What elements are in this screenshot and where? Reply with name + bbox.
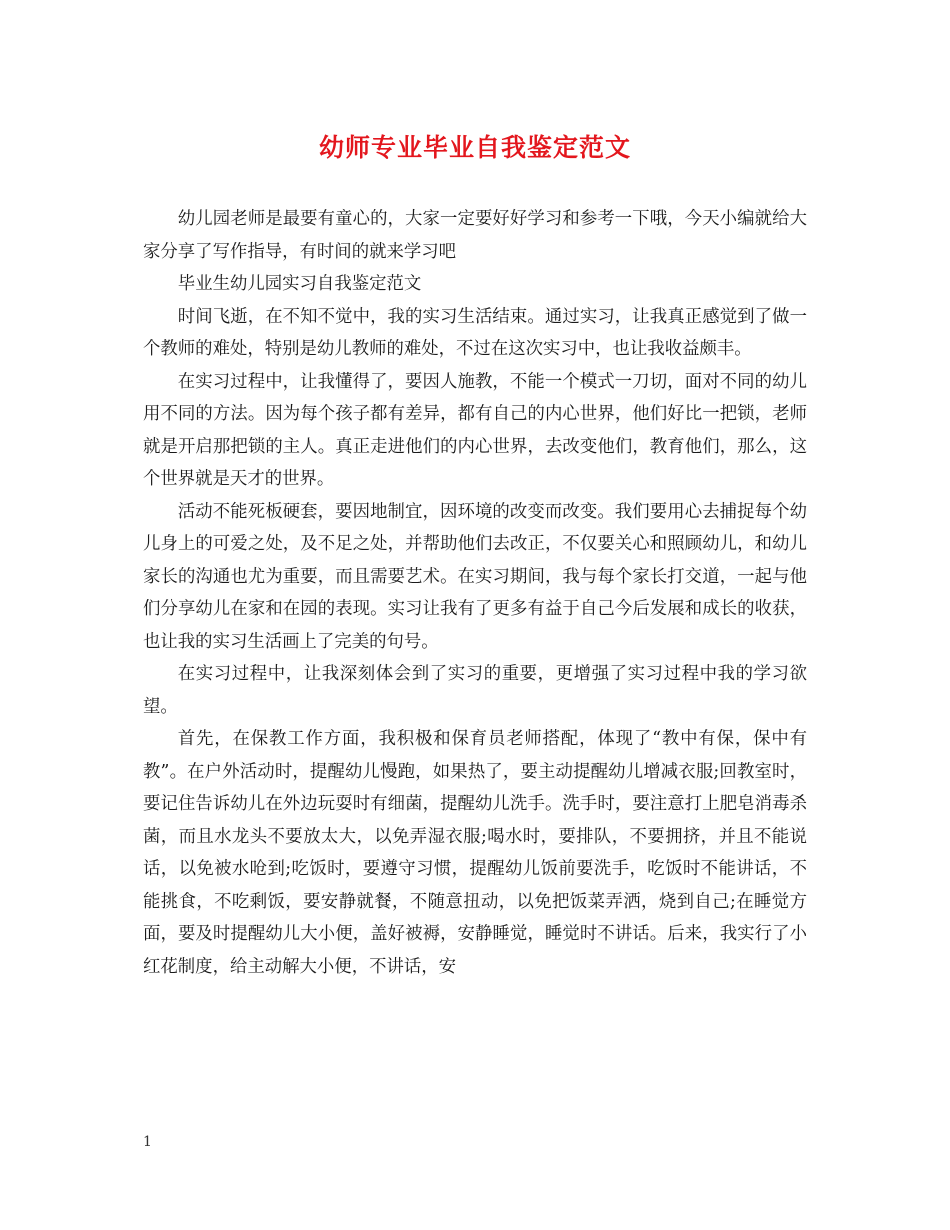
paragraph-intro: 幼儿园老师是最要有童心的，大家一定要好好学习和参考一下哦，今天小编就给大家分享了写作指导，有时间的就来学习吧 (143, 209, 807, 262)
paragraph-subheading: 毕业生幼儿园实习自我鉴定范文 (177, 274, 422, 294)
paragraph-4: 在实习过程中，让我深刻体会到了实习的重要，更增强了实习过程中我的学习欲望。 (143, 664, 807, 717)
page-number: 1 (143, 1134, 152, 1150)
document-title: 幼师专业毕业自我鉴定范文 (318, 133, 631, 162)
document-body (143, 203, 807, 983)
paragraph-2: 在实习过程中，让我懂得了，要因人施教，不能一个模式一刀切，面对不同的幼儿用不同的方法。因为每个孩子都有差异，都有自己的内心世界，他们好比一把锁，老师就是开启那把锁的主人。真正走进他们的内心世界，去改变他们，教育他们，那么，这个世界就是天才的世界。 (143, 371, 807, 489)
paragraph-5: 首先，在保教工作方面，我积极和保育员老师搭配，体现了“教中有保，保中有教”。在户外活动时，提醒幼儿慢跑，如果热了，要主动提醒幼儿增减衣服;回教室时，要记住告诉幼儿在外边玩耍时有细菌，提醒幼儿洗手。洗手时，要注意打上肥皂消毒杀菌，而且水龙头不要放太大，以免弄湿衣服;喝水时，要排队，不要拥挤，并且不能说话，以免被水呛到;吃饭时，要遵守习惯，提醒幼儿饭前要洗手，吃饭时不能讲话，不能挑食，不吃剩饭，要安静就餐，不随意扭动，以免把饭菜弄洒，烧到自己;在睡觉方面，要及时提醒幼儿大小便，盖好被褥，安静睡觉，睡觉时不讲话。后来，我实行了小红花制度，给主动解大小便，不讲话，安 (143, 729, 807, 977)
paragraph-1: 时间飞逝，在不知不觉中，我的实习生活结束。通过实习，让我真正感觉到了做一个教师的难处，特别是幼儿教师的难处，不过在这次实习中，也让我收益颇丰。 (143, 306, 807, 359)
paragraph-3: 活动不能死板硬套，要因地制宜，因环境的改变而改变。我们要用心去捕捉每个幼儿身上的可爱之处，及不足之处，并帮助他们去改正，不仅要关心和照顾幼儿，和幼儿家长的沟通也尤为重要，而且需要艺术。在实习期间，我与每个家长打交道，一起与他们分享幼儿在家和在园的表现。实习让我有了更多有益于自己今后发展和成长的收获，也让我的实习生活画上了完美的句号。 (143, 501, 807, 652)
